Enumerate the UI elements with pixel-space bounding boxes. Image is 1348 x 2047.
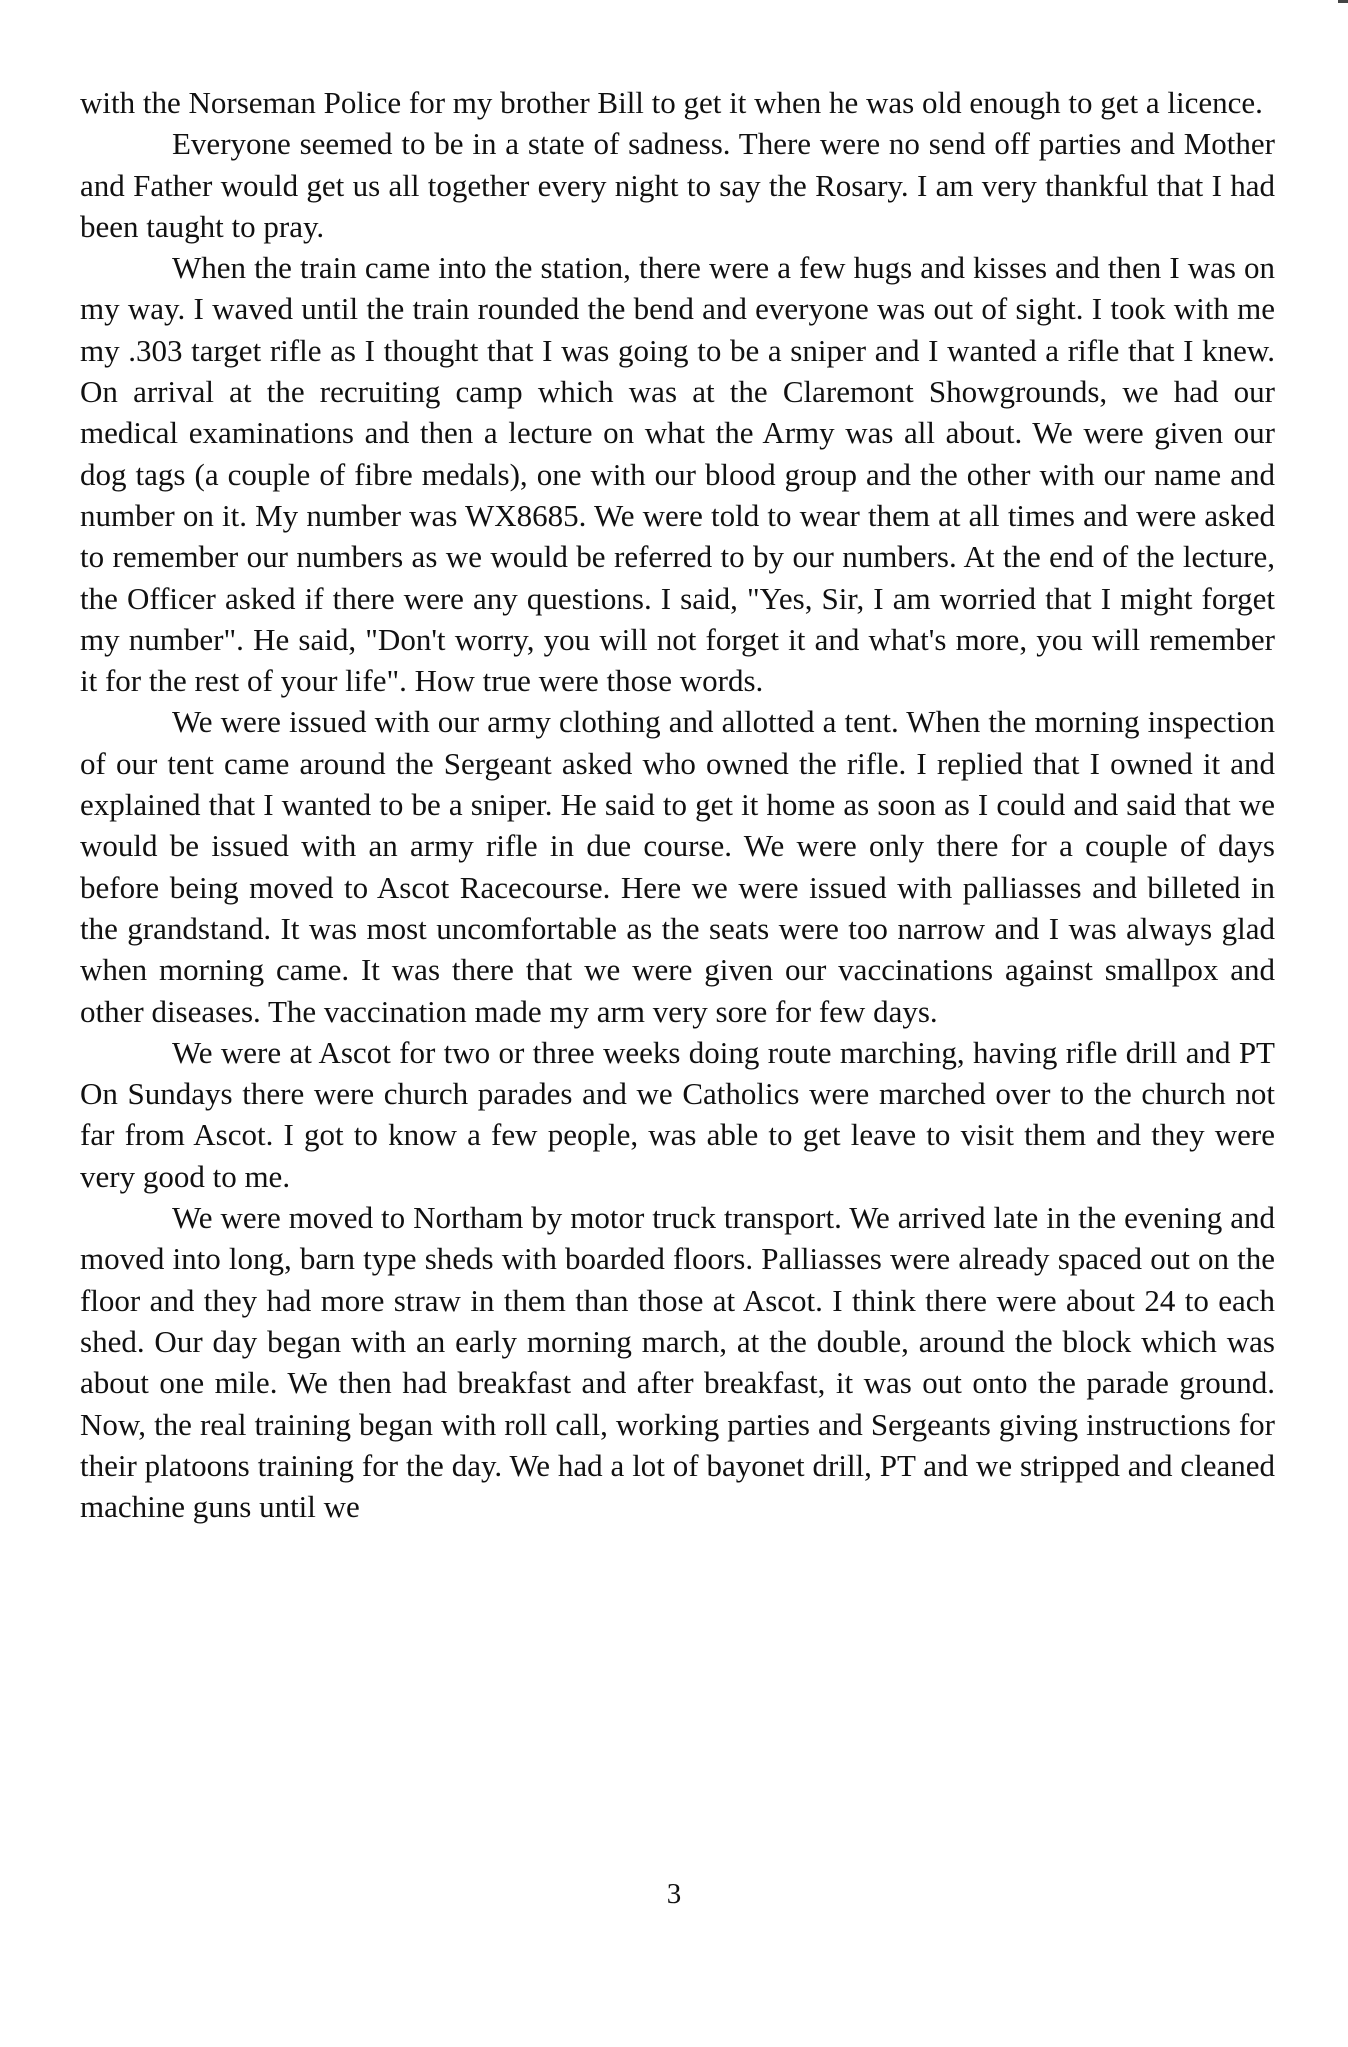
body-text — [80, 82, 1275, 1527]
paragraph-1: with the Norseman Police for my brother Bill to get it when he was old enough to get a licence. — [80, 85, 1263, 120]
paragraph-4: We were issued with our army clothing and allotted a tent. When the morning inspection of our tent came around the Sergeant asked who owned the rifle. I replied that I owned it and explained that I wanted to be a sniper. He said to get it home as soon as I could and said that we would be issued with an army rifle in due course. We were only there for a couple of days before being moved to Ascot Racecourse. Here we were issued with palliasses and billeted in the grandstand. It was most uncomfortable as the seats were too narrow and I was always glad when morning came. It was there that we were given our vaccinations against smallpox and other diseases. The vaccination made my arm very sore for few days. — [80, 704, 1275, 1029]
paragraph-2: Everyone seemed to be in a state of sadness. There were no send off parties and Mother and Father would get us all together every night to say the Rosary. I am very thankful that I had been taught to pray. — [80, 126, 1275, 244]
paragraph-5: We were at Ascot for two or three weeks doing route marching, having rifle drill and PT On Sundays there were church parades and we Catholics were marched over to the church not far from Ascot. I got to know a few people, was able to get leave to visit them and they were very good to me. — [80, 1034, 1275, 1194]
paragraph-3: When the train came into the station, there were a few hugs and kisses and then I was on my way. I waved until the train rounded the bend and everyone was out of sight. I took with me my .303 target rifle as I thought that I was going to be a sniper and I wanted a rifle that I knew. On arrival at the recruiting camp which was at the Claremont Showgrounds, we had our medical examinations and then a lecture on what the Army was all about. We were given our dog tags (a couple of fibre medals), one with our blood group and the other with our name and number on it. My number was WX8685. We were told to wear them at all times and were asked to remember our numbers as we would be referred to by our numbers. At the end of the lecture, the Officer asked if there were any questions. I said, "Yes, Sir, I am worried that I might forget my number". He said, "Don't worry, you will not forget it and what's more, you will remember it for the rest of your life". How true were those words. — [80, 250, 1275, 699]
scan-artifact — [1338, 0, 1348, 3]
page-number: 3 — [666, 1878, 682, 1910]
paragraph-6: We were moved to Northam by motor truck transport. We arrived late in the evening and moved into long, barn type sheds with boarded floors. Palliasses were already spaced out on the floor and they had more straw in them than those at Ascot. I think there were about 24 to each shed. Our day began with an early morning march, at the double, around the block which was about one mile. We then had breakfast and after breakfast, it was out onto the parade ground. Now, the real training began with roll call, working parties and Sergeants giving instructions for their platoons training for the day. We had a lot of bayonet drill, PT and we stripped and cleaned machine guns until we — [80, 1200, 1275, 1525]
